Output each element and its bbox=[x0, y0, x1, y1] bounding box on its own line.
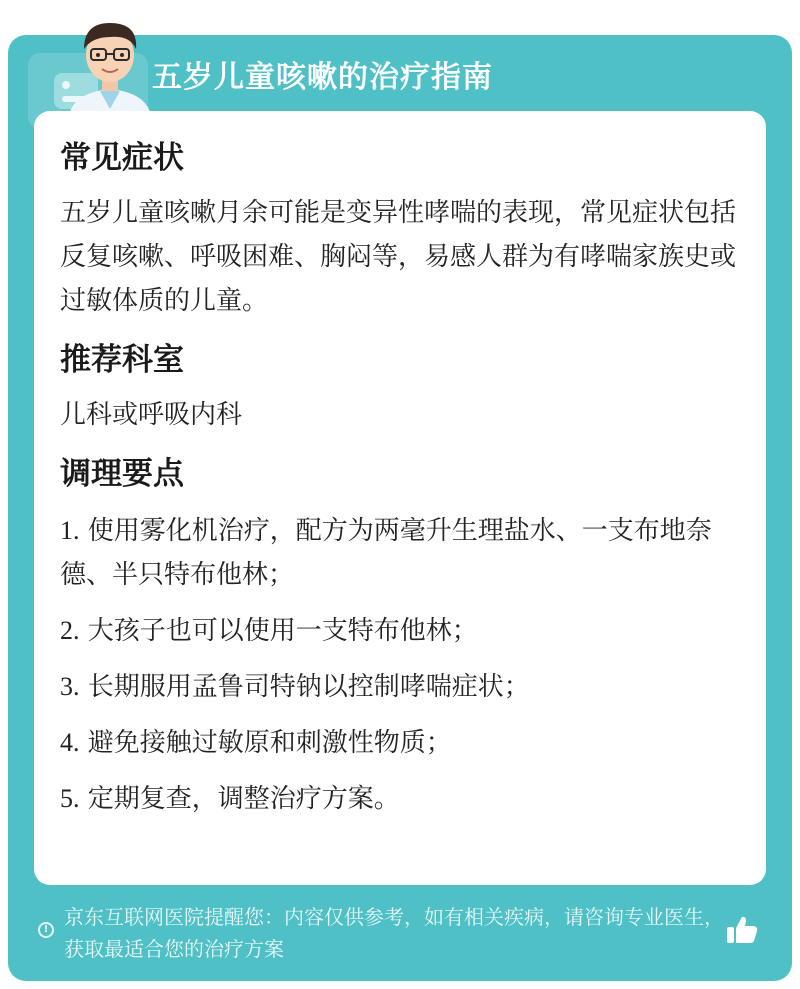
list-item-number: 3. bbox=[60, 672, 80, 701]
list-item-number: 5. bbox=[60, 784, 80, 813]
list-item bbox=[60, 721, 740, 765]
info-icon: ! bbox=[38, 922, 54, 938]
symptoms-text: 五岁儿童咳嗽月余可能是变异性哮喘的表现，常见症状包括反复咳嗽、呼吸困难、胸闷等，易感人群为有哮喘家族史或过敏体质的儿童。 bbox=[60, 198, 737, 316]
content-panel bbox=[34, 111, 766, 885]
list-item bbox=[60, 609, 740, 653]
list-item-number: 4. bbox=[60, 728, 80, 757]
section-title-department: 推荐科室 bbox=[60, 342, 184, 378]
list-item-text: 大孩子也可以使用一支特布他林； bbox=[87, 616, 478, 646]
list-item-text: 避免接触过敏原和刺激性物质； bbox=[87, 728, 452, 758]
guide-card bbox=[8, 35, 792, 981]
list-item bbox=[60, 665, 740, 709]
list-item bbox=[60, 777, 740, 821]
disclaimer-text: 京东互联网医院提醒您：内容仅供参考，如有相关疾病，请咨询专业医生，获取最适合您的治疗方案 bbox=[64, 905, 724, 961]
list-item bbox=[60, 509, 740, 597]
list-item-text: 长期服用孟鲁司特钠以控制哮喘症状； bbox=[87, 672, 530, 702]
list-item-number: 1. bbox=[60, 516, 80, 545]
section-title-symptoms: 常见症状 bbox=[60, 140, 184, 176]
section-title-care: 调理要点 bbox=[60, 456, 184, 492]
page-title: 五岁儿童咳嗽的治疗指南 bbox=[152, 60, 493, 95]
list-item-text: 使用雾化机治疗，配方为两毫升生理盐水、一支布地奈德、半只特布他林； bbox=[60, 516, 712, 590]
list-item-number: 2. bbox=[60, 616, 80, 645]
department-text: 儿科或呼吸内科 bbox=[60, 400, 243, 430]
doctor-avatar bbox=[60, 9, 160, 121]
footer bbox=[34, 895, 766, 965]
list-item-text: 定期复查，调整治疗方案。 bbox=[87, 784, 400, 814]
thumbs-up-icon[interactable] bbox=[724, 911, 760, 947]
care-list bbox=[60, 509, 740, 821]
